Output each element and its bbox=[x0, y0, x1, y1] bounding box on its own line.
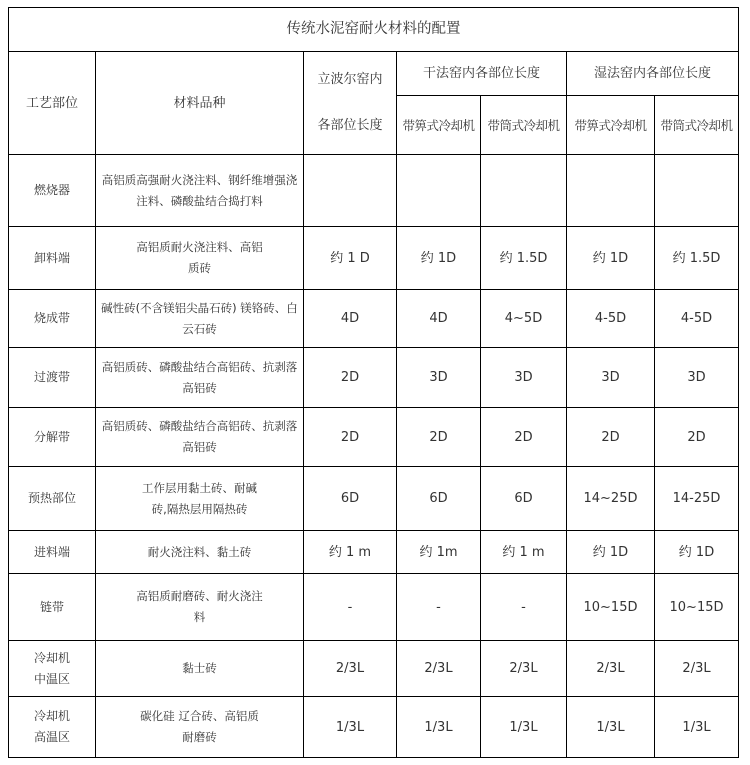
dry-grate-cell: 6D bbox=[397, 467, 481, 531]
header-wet-tube-cooler: 带筒式冷却机 bbox=[655, 96, 739, 155]
material-cell: 高铝质耐磨砖、耐火浇注料 bbox=[96, 574, 304, 641]
wet-tube-cell: 约 1D bbox=[655, 531, 739, 574]
table-row bbox=[9, 697, 739, 758]
header-lepol-line2: 各部位长度 bbox=[317, 118, 383, 133]
lepol-cell: 1/3L bbox=[304, 697, 397, 758]
process-cell: 烧成带 bbox=[9, 290, 96, 348]
wet-grate-cell: 4-5D bbox=[567, 290, 655, 348]
table-title: 传统水泥窑耐火材料的配置 bbox=[9, 8, 739, 52]
dry-grate-cell: 约 1m bbox=[397, 531, 481, 574]
dry-tube-cell: 3D bbox=[481, 348, 567, 408]
wet-tube-cell: 1/3L bbox=[655, 697, 739, 758]
wet-tube-cell bbox=[655, 155, 739, 227]
process-cell: 进料端 bbox=[9, 531, 96, 574]
dry-tube-cell: 2D bbox=[481, 408, 567, 467]
lepol-cell: 约 1 m bbox=[304, 531, 397, 574]
wet-grate-cell bbox=[567, 155, 655, 227]
dry-tube-cell bbox=[481, 155, 567, 227]
lepol-cell: - bbox=[304, 574, 397, 641]
header-lepol-line1: 立波尔窑内 bbox=[317, 72, 383, 87]
dry-tube-cell: - bbox=[481, 574, 567, 641]
process-cell: 卸料端 bbox=[9, 227, 96, 290]
table-row bbox=[9, 408, 739, 467]
table-row bbox=[9, 641, 739, 697]
wet-tube-cell: 3D bbox=[655, 348, 739, 408]
process-cell: 燃烧器 bbox=[9, 155, 96, 227]
wet-tube-cell: 14-25D bbox=[655, 467, 739, 531]
dry-tube-cell: 1/3L bbox=[481, 697, 567, 758]
header-process: 工艺部位 bbox=[9, 52, 96, 155]
wet-tube-cell: 10~15D bbox=[655, 574, 739, 641]
wet-tube-cell: 4-5D bbox=[655, 290, 739, 348]
header-lepol bbox=[304, 52, 397, 155]
material-cell: 工作层用黏土砖、耐碱砖,隔热层用隔热砖 bbox=[96, 467, 304, 531]
table-row bbox=[9, 574, 739, 641]
lepol-cell bbox=[304, 155, 397, 227]
table-row bbox=[9, 467, 739, 531]
header-dry-tube-cooler: 带筒式冷却机 bbox=[481, 96, 567, 155]
dry-tube-cell: 2/3L bbox=[481, 641, 567, 697]
material-cell: 高铝质砖、磷酸盐结合高铝砖、抗剥落高铝砖 bbox=[96, 348, 304, 408]
wet-tube-cell: 2/3L bbox=[655, 641, 739, 697]
material-cell: 耐火浇注料、黏土砖 bbox=[96, 531, 304, 574]
process-cell: 分解带 bbox=[9, 408, 96, 467]
dry-grate-cell: 2/3L bbox=[397, 641, 481, 697]
dry-grate-cell: 3D bbox=[397, 348, 481, 408]
table-row bbox=[9, 531, 739, 574]
material-cell: 碱性砖(不含镁铝尖晶石砖) 镁铬砖、白云石砖 bbox=[96, 290, 304, 348]
dry-tube-cell: 约 1.5D bbox=[481, 227, 567, 290]
table-row bbox=[9, 155, 739, 227]
lepol-cell: 6D bbox=[304, 467, 397, 531]
process-cell: 链带 bbox=[9, 574, 96, 641]
dry-tube-cell: 4~5D bbox=[481, 290, 567, 348]
refractory-config-table bbox=[8, 7, 739, 758]
process-cell: 冷却机中温区 bbox=[9, 641, 96, 697]
wet-grate-cell: 14~25D bbox=[567, 467, 655, 531]
material-cell: 高铝质耐火浇注料、高铝质砖 bbox=[96, 227, 304, 290]
material-cell: 黏士砖 bbox=[96, 641, 304, 697]
material-cell: 高铝质高强耐火浇注料、钢纤维增强浇注料、磷酸盐结合捣打料 bbox=[96, 155, 304, 227]
dry-grate-cell: 约 1D bbox=[397, 227, 481, 290]
header-wet-kiln: 湿法窑内各部位长度 bbox=[567, 52, 739, 96]
wet-grate-cell: 约 1D bbox=[567, 531, 655, 574]
dry-grate-cell bbox=[397, 155, 481, 227]
process-cell: 冷却机高温区 bbox=[9, 697, 96, 758]
wet-grate-cell: 10~15D bbox=[567, 574, 655, 641]
wet-grate-cell: 2/3L bbox=[567, 641, 655, 697]
lepol-cell: 2D bbox=[304, 408, 397, 467]
lepol-cell: 2D bbox=[304, 348, 397, 408]
material-cell: 碳化硅 辽合砖、高铝质耐磨砖 bbox=[96, 697, 304, 758]
dry-tube-cell: 约 1 m bbox=[481, 531, 567, 574]
table-row bbox=[9, 227, 739, 290]
wet-grate-cell: 3D bbox=[567, 348, 655, 408]
table-row bbox=[9, 348, 739, 408]
dry-grate-cell: 4D bbox=[397, 290, 481, 348]
material-cell: 高铝质砖、磷酸盐结合高铝砖、抗剥落高铝砖 bbox=[96, 408, 304, 467]
wet-tube-cell: 约 1.5D bbox=[655, 227, 739, 290]
process-cell: 过渡带 bbox=[9, 348, 96, 408]
dry-grate-cell: - bbox=[397, 574, 481, 641]
lepol-cell: 4D bbox=[304, 290, 397, 348]
header-dry-kiln: 干法窑内各部位长度 bbox=[397, 52, 567, 96]
lepol-cell: 约 1 D bbox=[304, 227, 397, 290]
wet-tube-cell: 2D bbox=[655, 408, 739, 467]
wet-grate-cell: 2D bbox=[567, 408, 655, 467]
process-cell: 预热部位 bbox=[9, 467, 96, 531]
dry-tube-cell: 6D bbox=[481, 467, 567, 531]
table-row bbox=[9, 290, 739, 348]
lepol-cell: 2/3L bbox=[304, 641, 397, 697]
dry-grate-cell: 1/3L bbox=[397, 697, 481, 758]
dry-grate-cell: 2D bbox=[397, 408, 481, 467]
header-material: 材料品种 bbox=[96, 52, 304, 155]
wet-grate-cell: 1/3L bbox=[567, 697, 655, 758]
header-wet-grate-cooler: 带箅式冷却机 bbox=[567, 96, 655, 155]
wet-grate-cell: 约 1D bbox=[567, 227, 655, 290]
header-dry-grate-cooler: 带箅式冷却机 bbox=[397, 96, 481, 155]
